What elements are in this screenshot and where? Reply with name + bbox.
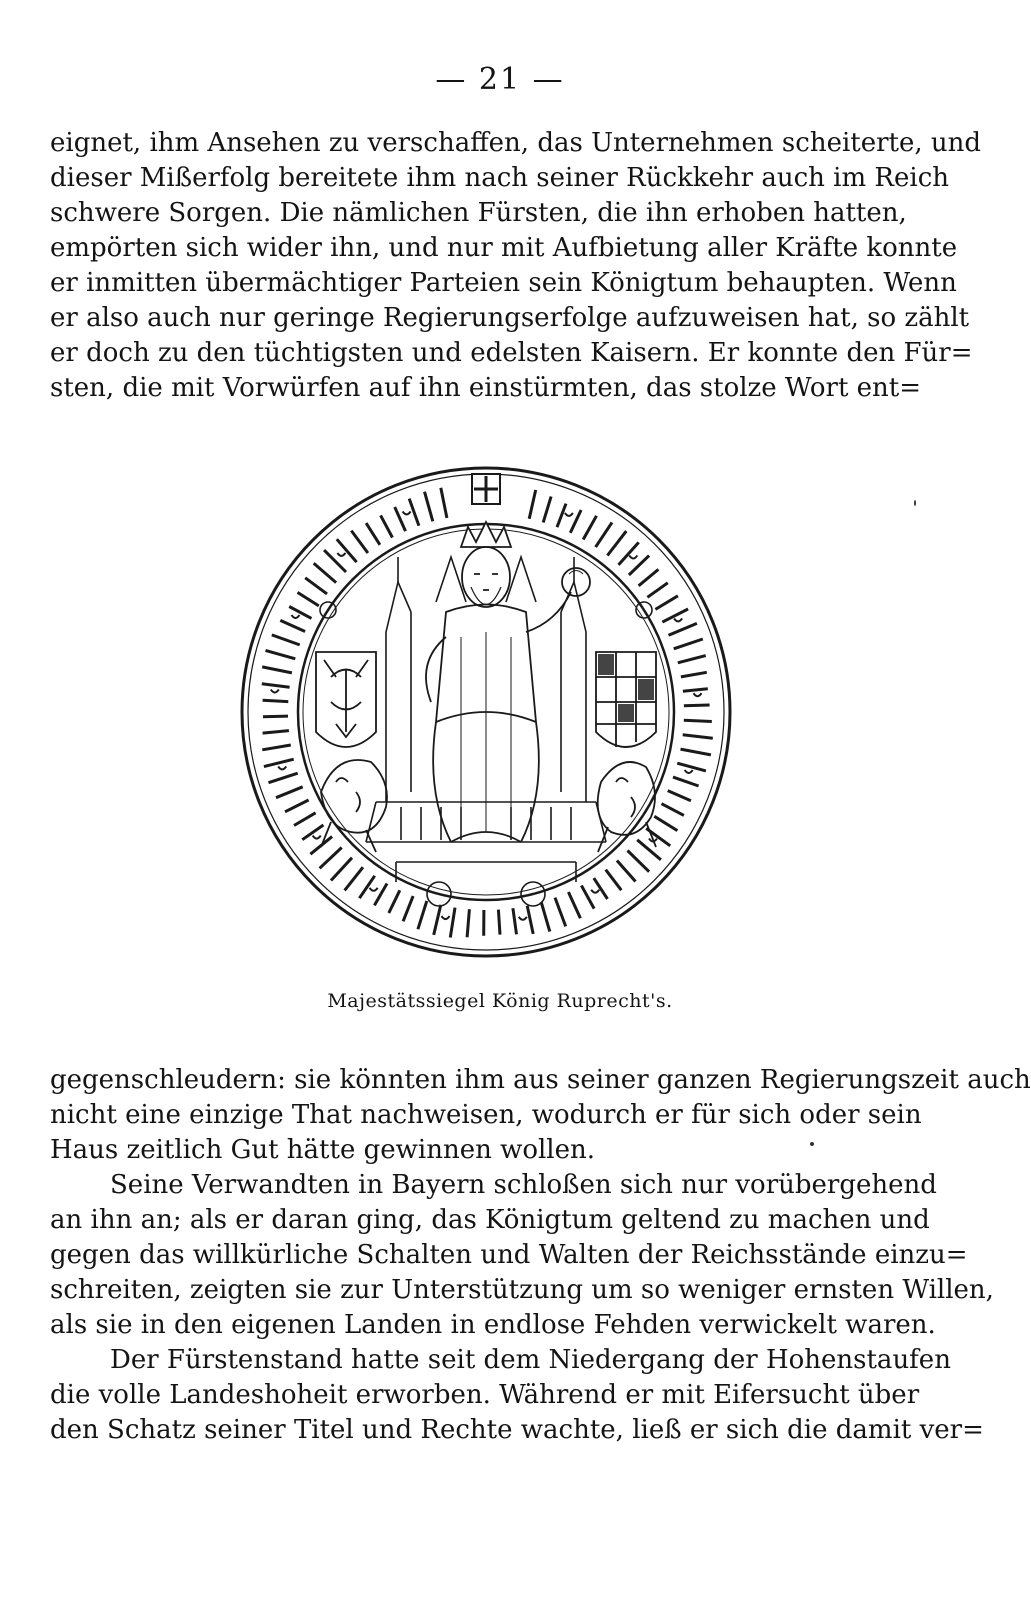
legend-letter-stroke — [345, 867, 363, 890]
seal-drawing — [236, 462, 736, 962]
legend-letter-stroke — [674, 618, 682, 621]
legend-letter-stroke — [314, 563, 336, 582]
legend-letter-stroke — [628, 851, 650, 872]
legend-letter-stroke — [305, 578, 327, 594]
legend-letter-stroke — [594, 878, 608, 899]
legend-letter-stroke — [629, 556, 637, 559]
legend-letter-stroke — [519, 917, 527, 920]
legend-letter-stroke — [606, 870, 622, 891]
legend-letter-stroke — [280, 620, 305, 631]
legend-letter-stroke — [359, 876, 374, 898]
legend-letter-stroke — [403, 896, 413, 921]
legend-letter-stroke — [467, 909, 469, 937]
figure-caption: Majestätssiegel König Ruprecht's. — [327, 990, 673, 1012]
legend-letter-stroke — [276, 787, 303, 798]
legend-letter-stroke — [450, 908, 455, 938]
legend-letter-stroke — [581, 886, 594, 909]
legend-letter-stroke — [694, 693, 702, 696]
legend-letter-stroke — [294, 813, 316, 826]
legend-letter-stroke — [313, 836, 321, 839]
text-line: gegen das willkürliche Schalten und Walten der Reichsstände einzu= — [50, 1240, 968, 1270]
text-line: er also auch nur geringe Regierungserfolge aufzuweisen hat, so zählt — [50, 303, 970, 333]
legend-letter-stroke — [263, 731, 289, 734]
legend-letter-stroke — [331, 858, 352, 881]
legend-letter-stroke — [324, 550, 346, 572]
page-number: — 21 — — [435, 62, 565, 97]
legend-letter-stroke — [381, 515, 393, 537]
legend-letter-stroke — [262, 684, 290, 688]
legend-letter-stroke — [527, 906, 533, 934]
legend-letter-stroke — [370, 888, 378, 891]
legend-letter-stroke — [366, 523, 380, 545]
legend-letter-stroke — [673, 777, 699, 786]
legend-letter-stroke — [674, 639, 703, 649]
legend-letter-stroke — [639, 569, 659, 585]
legend-letter-stroke — [389, 890, 400, 913]
legend-letter-stroke — [513, 908, 517, 934]
legend-letter-stroke — [678, 656, 706, 663]
legend-letter-stroke — [498, 910, 500, 935]
seal-illustration — [236, 462, 736, 962]
legend-letter-stroke — [337, 539, 357, 562]
legend-letter-stroke — [662, 804, 684, 816]
legend-letter-stroke — [654, 816, 677, 830]
legend-letter-stroke — [591, 890, 599, 893]
legend-letter-stroke — [529, 490, 536, 519]
legend-letter-stroke — [442, 916, 450, 919]
legend-letter-stroke — [337, 553, 345, 556]
legend-letter-stroke — [655, 596, 678, 610]
text-line: Seine Verwandten in Bayern schloßen sich nur vorübergehend — [110, 1170, 937, 1200]
text-line: gegenschleudern: sie könnten ihm aus seiner ganzen Regierungszeit auch — [50, 1065, 1031, 1095]
legend-letter-stroke — [320, 848, 342, 869]
legend-letter-stroke — [647, 583, 667, 598]
legend-letter-stroke — [565, 513, 573, 516]
legend-letter-stroke — [683, 735, 713, 738]
legend-letter-stroke — [278, 766, 286, 769]
legend-letter-stroke — [677, 763, 706, 771]
legend-letter-stroke — [619, 542, 639, 565]
text-line: eignet, ihm Ansehen zu verschaffen, das Unternehmen scheiterte, und — [50, 128, 982, 158]
text-line: Der Fürstenstand hatte seit dem Niedergang der Hohenstaufen — [110, 1345, 951, 1375]
legend-letter-stroke — [583, 516, 596, 540]
text-line: sten, die mit Vorwürfen auf ihn einstürmten, das stolze Wort ent= — [50, 373, 922, 403]
text-line: als sie in den eigenen Landen in endlose Fehden verwickelt waren. — [50, 1310, 936, 1340]
text-line: schreiten, zeigten sie zur Unterstützung um so weniger ernsten Willen, — [50, 1275, 994, 1305]
legend-letter-stroke — [262, 745, 291, 750]
legend-letter-stroke — [683, 689, 708, 692]
legend-letter-stroke — [269, 773, 298, 783]
legend-letter-stroke — [403, 511, 411, 514]
text-line: an ihn an; als er daran ging, das Königtum geltend zu machen und — [50, 1205, 930, 1235]
text-line: den Schatz seiner Titel und Rechte wachte, ließ er sich die damit ver= — [50, 1415, 984, 1445]
legend-letter-stroke — [264, 759, 294, 766]
legend-letter-stroke — [425, 492, 433, 522]
legend-letter-stroke — [557, 504, 566, 528]
legend-letter-stroke — [617, 861, 636, 882]
cross-icon — [472, 474, 500, 504]
text-line: schwere Sorgen. Die nämlichen Fürsten, die ihn erhoben hatten, — [50, 198, 907, 228]
upper-paragraph — [50, 126, 982, 406]
legend-letter-stroke — [374, 884, 387, 906]
text-line: er inmitten übermächtiger Parteien sein Königtum behaupten. Wenn — [50, 268, 957, 298]
legend-letter-stroke — [262, 667, 292, 673]
legend-letter-stroke — [541, 902, 550, 932]
text-line: die volle Landeshoheit erworben. Während er mit Eifersucht über — [50, 1380, 920, 1410]
legend-letter-stroke — [607, 531, 626, 555]
legend-letter-stroke — [266, 650, 296, 658]
text-line: Haus zeitlich Gut hätte gewinnen wollen. — [50, 1135, 596, 1165]
text-line: er doch zu den tüchtigsten und edelsten Kaisern. Er konnte den Für= — [50, 338, 973, 368]
legend-letter-stroke — [434, 905, 441, 935]
legend-letter-stroke — [285, 800, 309, 812]
legend-letter-stroke — [684, 705, 710, 706]
legend-letter-stroke — [543, 497, 551, 523]
legend-letter-stroke — [263, 716, 288, 717]
text-line: empörten sich wider ihn, und nur mit Aufbietung aller Kräfte konnte — [50, 233, 958, 263]
legend-letter-stroke — [681, 672, 707, 677]
legend-letter-stroke — [684, 720, 712, 721]
legend-letter-stroke — [418, 901, 427, 929]
legend-letter-stroke — [351, 531, 368, 553]
legend-letter-stroke — [395, 507, 406, 531]
legend-letter-stroke — [681, 749, 711, 755]
lower-paragraphs — [50, 1063, 1031, 1448]
legend-letter-stroke — [568, 892, 580, 918]
legend-letter-stroke — [637, 840, 661, 860]
print-speck — [810, 1142, 814, 1146]
text-line: nicht eine einzige That nachweisen, wodurch er für sich oder sein — [50, 1100, 922, 1130]
legend-letter-stroke — [668, 791, 691, 801]
legend-letter-stroke — [298, 592, 319, 606]
legend-letter-stroke — [292, 615, 300, 618]
legend-letter-stroke — [596, 522, 612, 547]
legend-letter-stroke — [669, 623, 697, 635]
legend-letter-stroke — [272, 635, 300, 645]
print-speck — [914, 500, 916, 506]
legend-letter-stroke — [263, 700, 289, 701]
legend-letter-stroke — [441, 488, 447, 518]
text-line: dieser Mißerfolg bereitete ihm nach seiner Rückkehr auch im Reich — [50, 163, 950, 193]
legend-letter-stroke — [685, 770, 693, 773]
legend-letter-stroke — [271, 690, 279, 693]
legend-letter-stroke — [555, 898, 566, 927]
